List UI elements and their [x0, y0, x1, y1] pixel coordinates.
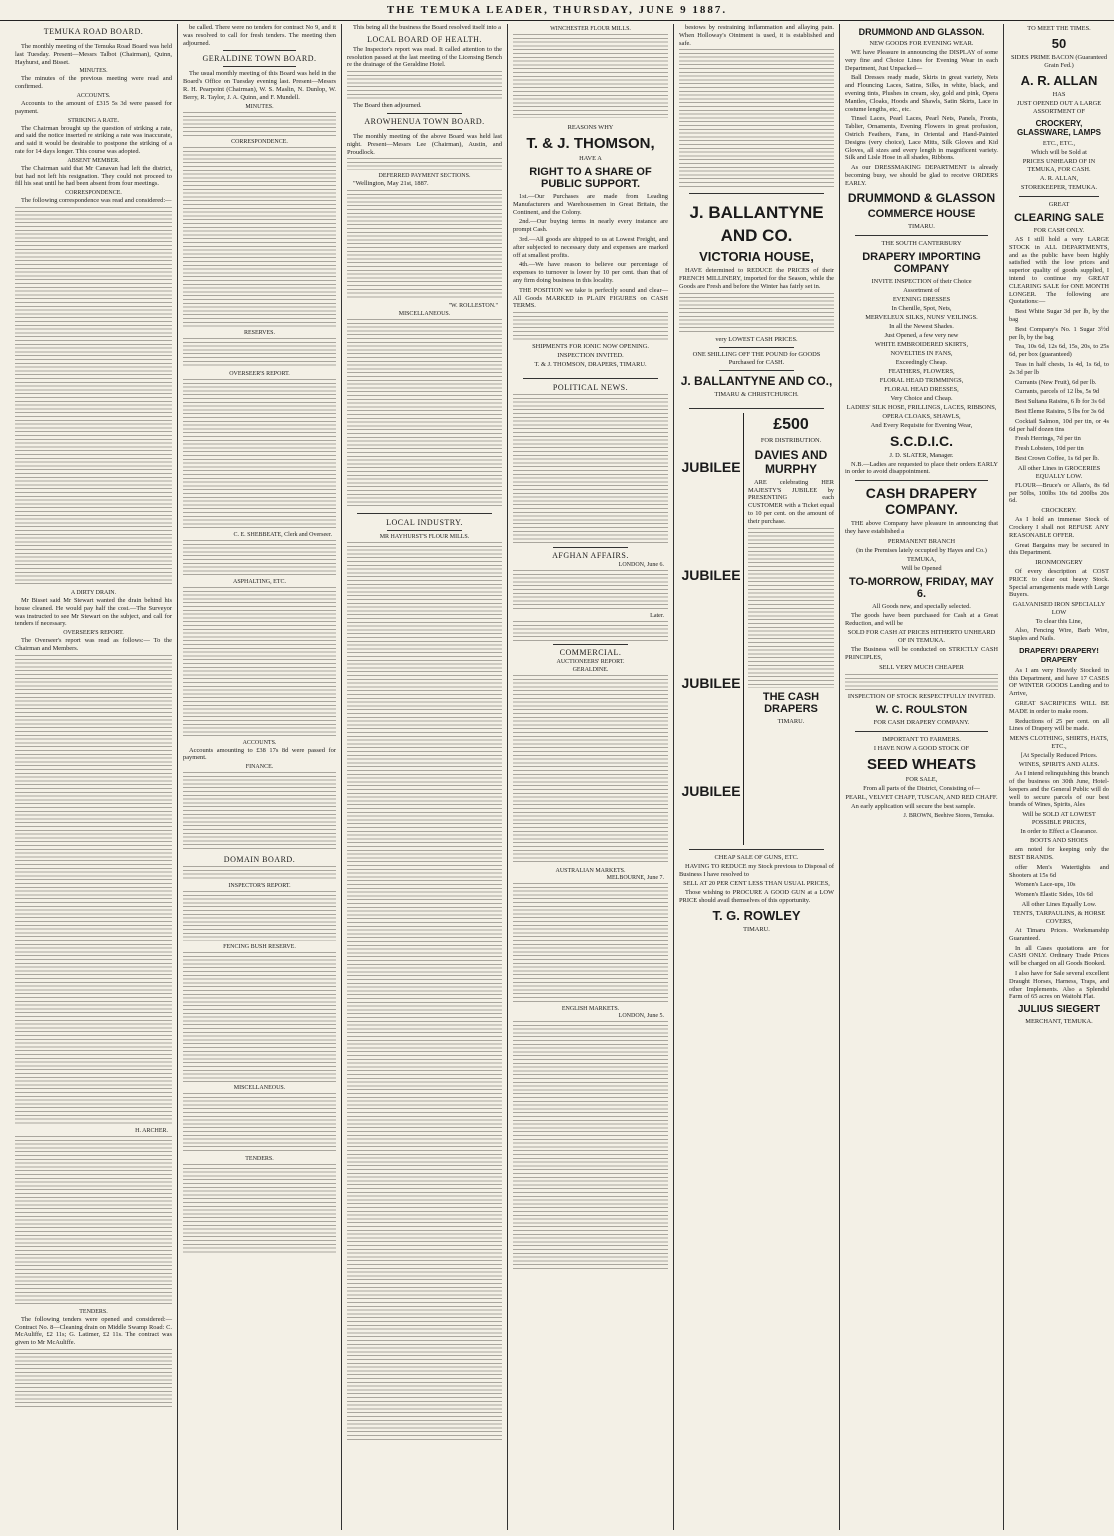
- price-item: Best Sultana Raisins, 6 lb for 3s 6d: [1015, 398, 1105, 406]
- ad-heading: T. & J. THOMSON,: [526, 135, 655, 152]
- ad-text: Will be Opened: [901, 564, 942, 572]
- jubilee-label: JUBILEE: [681, 458, 741, 475]
- paragraph: Accounts to the amount of £315 5s 3d were passed for payment.: [15, 99, 172, 115]
- ad-signature: DRUMMOND & GLASSON: [847, 190, 996, 205]
- price-item: Women's Elastic Sides, 10s 6d: [1015, 891, 1093, 899]
- signature: "W. ROLLESTON.": [448, 303, 498, 310]
- text-block: [513, 34, 668, 118]
- masthead: THE TEMUKA LEADER, THURSDAY, JUNE 9 1887.: [0, 0, 1114, 21]
- ad-heading: 50: [1051, 36, 1067, 51]
- ad-text: SHIPMENTS FOR IONIC NOW OPENING.: [532, 343, 649, 351]
- ad-heading: VICTORIA HOUSE,: [699, 249, 814, 265]
- ad-signature: THE CASH DRAPERS: [762, 690, 820, 715]
- divider: [1019, 196, 1099, 197]
- ad-text: All other Lines Equally Low.: [1021, 901, 1097, 909]
- text-block: [183, 147, 336, 327]
- ad-text: FLORAL HEAD DRESSES,: [884, 385, 959, 393]
- ad-text: Exceedingly Cheap.: [895, 358, 948, 366]
- text-block: [347, 71, 502, 99]
- text-block: [347, 158, 502, 170]
- subheading: GERALDINE.: [572, 667, 609, 674]
- ad-text: ARE celebrating HER MAJESTY'S JUBILEE by PRESENTING each CUSTOMER with a Ticket equal to 10 per cent. on the amount of their purchase.: [748, 478, 834, 525]
- subheading: ASPHALTING, ETC.: [233, 578, 286, 585]
- price-item: Best White Sugar 3d per lb, by the bag: [1009, 308, 1109, 323]
- price-item: Best Crown Coffee, 1s 6d per lb.: [1015, 454, 1100, 462]
- ad-text: As our DRESSMAKING DEPARTMENT is already becoming busy, we should be glad to receive ORDERS EARLY.: [845, 164, 998, 187]
- price-item: Women's Lace-ups, 10s: [1015, 881, 1076, 889]
- price-item: Best Company's No. 1 Sugar 3½d per lb, by the bag: [1009, 325, 1109, 341]
- ad-signature: S.C.D.I.C.: [889, 432, 953, 449]
- divider: [553, 547, 628, 548]
- thomson-advertisement: [513, 121, 668, 374]
- price-item: Currants (New Fruit), 6d per lb.: [1015, 378, 1097, 386]
- ad-text: MERCHANT, TEMUKA.: [1025, 1018, 1093, 1026]
- ad-text: ONE SHILLING OFF THE POUND for GOODS Purchased for CASH.: [692, 350, 821, 366]
- ad-text: TIMARU.: [743, 925, 770, 933]
- ad-heading: WINES, SPIRITS AND ALES.: [1018, 761, 1100, 769]
- article-title: AFGHAN AFFAIRS.: [552, 551, 629, 561]
- divider: [523, 378, 658, 379]
- column-5: [674, 24, 840, 1530]
- ad-text: FLORAL HEAD TRIMMINGS,: [879, 376, 964, 384]
- price-item: Teas in half chests, 1s 4d, 1s 6d, to 2s 3d per lb: [1009, 360, 1109, 376]
- ad-text: FOR CASH ONLY.: [1033, 227, 1085, 234]
- ad-text: MEN'S CLOTHING, SHIRTS, HATS, ETC.,: [1009, 735, 1109, 751]
- ad-text: MERVELEUX SILKS, NUNS' VEILINGS.: [865, 313, 978, 321]
- text-block: [347, 542, 502, 1442]
- ad-text: As I am very Heavily Stocked in this Department, and have 17 CASES OF WINTER GOODS Landing and to Arrive,: [1009, 666, 1109, 698]
- ad-text: am noted for keeping only the BEST BRANDS.: [1009, 846, 1109, 862]
- ad-text: And Every Requisite for Evening Wear,: [870, 421, 973, 429]
- divider: [387, 129, 462, 130]
- paragraph: The monthly meeting of the Temuka Road Board was held last Tuesday. Present—Messrs Talbot (Chairman), Quinn, Hayhurst, and Bisset.: [15, 43, 172, 66]
- ad-text: All Goods new, and specially selected.: [872, 602, 971, 610]
- subheading: DEFERRED PAYMENT SECTIONS.: [378, 173, 471, 180]
- divider: [855, 480, 988, 481]
- ad-text: NEW GOODS FOR EVENING WEAR.: [869, 40, 974, 47]
- divider: [689, 408, 824, 409]
- text-block: [679, 49, 834, 189]
- subheading: MISCELLANEOUS.: [233, 1085, 286, 1092]
- subheading: FENCING BUSH RESERVE.: [223, 944, 296, 951]
- text-block: [513, 394, 668, 544]
- davies-murphy-body: [744, 413, 834, 845]
- column-7: [1004, 24, 1114, 1530]
- text-block: [15, 1349, 172, 1409]
- subheading: OVERSEER'S REPORT.: [229, 370, 290, 377]
- signature: H. ARCHER.: [135, 1127, 168, 1134]
- paragraph: The monthly meeting of the above Board was held last night. Present—Messrs Lee (Chairman), Austin, and Proudlock.: [347, 132, 502, 156]
- paragraph: bestows by restraining inflammation and allaying pain. When Holloway's Ointment is used, it is established and safe.: [679, 24, 834, 47]
- ad-heading: RIGHT TO A SHARE OF PUBLIC SUPPORT.: [529, 166, 652, 190]
- divider: [719, 370, 794, 371]
- ad-text: Just Opened, a few very new: [884, 331, 959, 339]
- text-block: [513, 1021, 668, 1271]
- ad-text: TIMARU.: [777, 717, 805, 725]
- article-title: LOCAL INDUSTRY.: [386, 518, 463, 528]
- subheading: ABSENT MEMBER.: [67, 157, 120, 164]
- ad-text: FOR CASH DRAPERY COMPANY.: [873, 718, 970, 726]
- article-title: AROWHENUA TOWN BOARD.: [364, 116, 485, 126]
- subheading: TENDERS.: [245, 1156, 274, 1163]
- ad-text: All other Lines in GROCERIES EQUALLY LOW.: [1017, 464, 1101, 480]
- ad-text: GALVANISED IRON SPECIALLY LOW: [1012, 601, 1106, 617]
- ad-text: SOLD FOR CASH AT PRICES HITHERTO UNHEARD OF IN TEMUKA.: [847, 629, 996, 645]
- ad-signature: W. C. ROULSTON: [875, 703, 968, 716]
- davies-murphy-advertisement: [679, 413, 834, 845]
- ad-signature: J. BROWN, Beehive Stores, Temuka.: [903, 812, 994, 819]
- ad-text: FEATHERS, FLOWERS,: [888, 367, 955, 375]
- divider: [387, 113, 462, 114]
- text-block: [513, 621, 668, 641]
- text-block: [183, 891, 336, 941]
- ad-heading: TO-MORROW, FRIDAY, MAY 6.: [848, 575, 995, 600]
- ad-text: HAS: [1052, 91, 1066, 98]
- text-block: [183, 379, 336, 529]
- text-block: [845, 674, 998, 690]
- ad-text: AS I still hold a very LARGE STOCK in ALL DEPARTMENTS, and as the public have been highly satisfied with the low prices and superior quality of goods supplied, I intend to continue my GREAT CLEARING SALE for ONE MONTH LONGER. The following are Quotations:—: [1009, 236, 1109, 306]
- text-block: [513, 570, 668, 610]
- ad-text: The Business will be conducted on STRICTLY CASH PRINCIPLES,: [845, 646, 998, 662]
- subheading: MINUTES.: [245, 103, 274, 110]
- dateline: LONDON, June 6.: [618, 562, 664, 569]
- ad-heading: AND CO.: [720, 226, 793, 246]
- ad-text: FOR SALE,: [905, 775, 938, 783]
- ad-signature: J. BALLANTYNE AND CO.,: [680, 373, 833, 388]
- paragraph: Accounts amounting to £38 17s 8d were passed for payment.: [183, 746, 336, 762]
- ad-text: TEMUKA,: [907, 555, 936, 563]
- ad-text: INSPECTION INVITED.: [557, 352, 624, 360]
- ad-text: GREAT SACRIFICES WILL BE MADE in order to make room.: [1009, 700, 1109, 715]
- column-6: [840, 24, 1004, 1530]
- text-block: [183, 952, 336, 1082]
- dateline: Later.: [650, 613, 664, 620]
- ad-text: TIMARU & CHRISTCHURCH.: [714, 390, 799, 398]
- paragraph: "Wellington, May 21st, 1887.: [353, 180, 429, 188]
- article-title: GERALDINE TOWN BOARD.: [202, 54, 317, 64]
- ad-text: In all the Newest Shades.: [889, 322, 954, 330]
- price-item: Currants, parcels of 12 lbs, 5s 9d: [1015, 388, 1100, 396]
- ad-text: INVITE INSPECTION of their Choice: [871, 277, 972, 285]
- ad-text: SIDES PRIME BACON (Guaranteed Grain Fed.): [1010, 54, 1108, 69]
- paragraph: The minutes of the previous meeting were read and confirmed.: [15, 75, 172, 91]
- ad-text: HAVING TO REDUCE my Stock previous to Disposal of Business I have resolved to: [679, 862, 834, 878]
- ad-text: (in the Premises lately occupied by Hayes and Co.): [856, 546, 987, 554]
- ad-text: HAVE A: [579, 155, 602, 162]
- ad-text: Ball Dresses ready made, Skirts in great variety, Nets and Flouncing Laces, Satins, Silks, in white, black, and evening tints, Plushes in cream, sky, gold and pink, Opera Mantles, Cloaks, Hoods and Shawls, Satin Skirts, Lace in costume lengths, etc., etc.: [845, 74, 998, 113]
- subheading: CORRESPONDENCE.: [65, 190, 122, 197]
- ad-text: 4th.—We have reason to believe our percentage of expenses to turnover is lower by 10 per cent. than that of any firm doing business in this locality.: [513, 261, 668, 284]
- text-block: [15, 207, 172, 587]
- ad-text: Of every description at COST PRICE to clear out heavy Stock. Special arrangements made with Large Buyers.: [1009, 568, 1109, 599]
- divider: [387, 530, 462, 531]
- paragraph: The Inspector's report was read. It called attention to the resolution passed at the last meeting of the Licensing Bench re the drainage of the Geraldine Hotel.: [347, 45, 502, 69]
- subheading: AUSTRALIAN MARKETS.: [555, 868, 626, 875]
- price-item: Cocktail Salmon, 10d per tin, or 4s 6d per half dozen tins: [1009, 417, 1109, 433]
- price-item: Tea, 10s 6d, 12s 6d, 15s, 20s, to 25s 6d, per box (guaranteed): [1009, 343, 1109, 359]
- paragraph: Mr Bisset said Mr Stewart wanted the drain behind his house cleaned. He would pay half the cost.—The Surveyor was instructed to see Mr Stewart on the subject, and call for tenders if necessary.: [15, 596, 172, 628]
- ad-signature: COMMERCE HOUSE: [867, 207, 976, 220]
- ad-text: In Chenille, Spot, Nets,: [891, 304, 952, 312]
- ad-signature: A. R. ALLAN,: [1039, 175, 1079, 182]
- subheading: ACCOUNTS.: [76, 92, 111, 99]
- jubilee-label: JUBILEE: [681, 566, 741, 583]
- ad-text: As I hold an immense Stock of Crockery I shall not REFUSE ANY REASONABLE OFFER.: [1009, 516, 1109, 539]
- column-4: [508, 24, 674, 1530]
- ad-text: PERMANENT BRANCH: [887, 537, 956, 545]
- subheading: MINUTES.: [79, 68, 108, 75]
- subheading: WINCHESTER FLOUR MILLS.: [550, 26, 631, 32]
- article-title: DOMAIN BOARD.: [223, 855, 296, 865]
- ad-text: Assortment of: [903, 286, 940, 294]
- price-item: Fresh Herrings, 7d per tin: [1015, 435, 1081, 443]
- divider: [719, 347, 794, 348]
- ad-text: EVENING DRESSES: [892, 295, 951, 303]
- ad-text: FLOUR—Bruce's or Allan's, 8s 6d per 50lbs, 100lbs 10s 6d 200lbs 20s 6d.: [1009, 481, 1109, 505]
- ad-text: FOR DISTRIBUTION.: [760, 436, 822, 444]
- ad-text: LADIES' SILK HOSE, FRILLINGS, LACES, RIBBONS,: [846, 403, 997, 411]
- text-block: [183, 338, 336, 368]
- article-title: LOCAL BOARD OF HEALTH.: [367, 34, 482, 44]
- ad-text: Very Choice and Cheap.: [890, 394, 953, 402]
- ad-text: REASONS WHY: [567, 124, 614, 131]
- text-block: [347, 319, 502, 509]
- subheading: TENDERS.: [79, 1308, 108, 1315]
- text-block: [183, 540, 336, 576]
- text-block: [513, 312, 668, 340]
- text-block: [183, 772, 336, 852]
- ad-heading: SEED WHEATS: [867, 755, 976, 773]
- ad-text: SELL VERY MUCH CHEAPER: [879, 663, 964, 671]
- ad-text: GREAT: [1048, 201, 1070, 208]
- divider: [855, 235, 988, 236]
- subheading: RESERVES.: [243, 329, 276, 336]
- text-block: [183, 1164, 336, 1254]
- ad-text: As I intend relinquishing this branch of the business on 30th June, Hotel-keepers and the General Public will do well to secure parcels of our best brands of Wines, Spirits, Ales: [1009, 770, 1109, 809]
- ad-text: 2nd.—Our buying terms in nearly every instance are prompt Cash.: [513, 218, 668, 234]
- subheading: CORRESPONDENCE.: [231, 138, 288, 145]
- price-item: Fresh Lobsters, 10d per tin: [1015, 445, 1084, 453]
- ad-signature: JULIUS SIEGERT: [1017, 1004, 1101, 1016]
- text-block: [183, 112, 336, 136]
- ad-text: In order to Effect a Clearance.: [1020, 828, 1098, 836]
- text-block: [513, 883, 668, 1003]
- ad-text: OPERA CLOAKS, SHAWLS,: [882, 412, 961, 420]
- prize-amount: £500: [773, 415, 809, 433]
- column-2: [178, 24, 342, 1530]
- ad-text: JUST OPENED OUT A LARGE ASSORTMENT OF: [1016, 100, 1102, 115]
- subheading: STRIKING A RATE.: [67, 117, 120, 124]
- ad-text: Tinsel Laces, Pearl Laces, Pearl Nets, Panels, Fronts, Tablier, Ornaments, Evening Flowers in great profusion, Ostrich Feathers, Fans, in Oriental and Hand-Painted Designs (very choice), Lace Mitts, Silk Gloves and Kid Gloves, all sizes and every length in magnificent variety. Silk and Lisle Hose in all shades, Ribbons.: [845, 115, 998, 162]
- paragraph: be called. There were no tenders for contract No 9, and it was resolved to call for fresh tenders. The meeting then adjourned.: [183, 24, 336, 47]
- ad-text: Also, Fencing Wire, Barb Wire, Staples and Nails.: [1009, 627, 1109, 643]
- ad-text: THE SOUTH CANTERBURY: [881, 239, 962, 247]
- subheading: AUCTIONEERS' REPORT.: [556, 659, 625, 666]
- ad-heading: DRAPERY! DRAPERY! DRAPERY: [1019, 645, 1099, 664]
- divider: [223, 50, 296, 51]
- ad-heading: BOOTS AND SHOES: [1030, 837, 1088, 845]
- ad-text: very LOWEST CASH PRICES.: [715, 335, 798, 343]
- text-block: [748, 528, 834, 688]
- ad-text: The goods have been purchased for Cash at a Great Reduction, and will be: [845, 611, 998, 627]
- ad-text: ETC., ETC.,: [1042, 140, 1076, 147]
- jubilee-label: JUBILEE: [681, 782, 741, 799]
- ad-text: Reductions of 25 per cent. on all Lines of Drapery will be made.: [1009, 717, 1109, 733]
- ad-text: [At Specially Reduced Prices.: [1020, 752, 1098, 760]
- paragraph: The Chairman said that Mr Canavan had left the district, but had not left his resignation. They could not proceed to fill his seat until he had been absent from four meetings.: [15, 164, 172, 188]
- ad-text: N.B.—Ladies are requested to place their orders EARLY in order to avoid disappointment.: [845, 460, 998, 476]
- ad-heading: TENTS, TARPAULINS, & HORSE COVERS,: [1012, 910, 1106, 926]
- text-block: [183, 587, 336, 737]
- signature: C. E. SHEBBEATE, Clerk and Overseer.: [233, 531, 332, 538]
- paragraph: The following correspondence was read and considered:—: [21, 197, 172, 205]
- ad-text: Those wishing to PROCURE A GOOD GUN at a LOW PRICE should avail themselves of this opportunity.: [679, 889, 834, 905]
- ad-signature: T. & J. THOMSON, DRAPERS, TIMARU.: [534, 361, 647, 369]
- ad-text: HAVE determined to REDUCE the PRICES of their FRENCH MILLINERY, imported for the Season, while the Goods are Fresh and before the Winter has fairly set in.: [679, 267, 834, 290]
- subheading: MR HAYHURST'S FLOUR MILLS.: [379, 534, 470, 541]
- subheading: FINANCE.: [245, 764, 274, 771]
- subheading: A DIRTY DRAIN.: [70, 589, 117, 596]
- ad-text: TIMARU.: [908, 222, 935, 230]
- subheading: OVERSEER'S REPORT.: [63, 630, 124, 637]
- text-block: [183, 1093, 336, 1153]
- paragraph: This being all the business the Board resolved itself into a: [353, 24, 502, 31]
- ad-text: WHITE EMBROIDERED SKIRTS,: [874, 340, 969, 348]
- ad-text: NOVELTIES IN FANS,: [890, 349, 953, 357]
- ad-heading: DAVIES AND MURPHY: [754, 447, 828, 476]
- ad-heading: CROCKERY.: [1041, 507, 1077, 515]
- dateline: MELBOURNE, June 7.: [606, 875, 664, 882]
- article-title: TEMUKA ROAD BOARD.: [43, 27, 144, 36]
- ad-text: 1st.—Our Purchases are made from Leading Manufacturers and Warehousemen in Great Britain, the Continent, and the Colony.: [513, 193, 668, 216]
- paragraph: The Board then adjourned.: [353, 102, 422, 110]
- ad-heading: A. R. ALLAN: [1020, 73, 1098, 88]
- ballantyne-advertisement: [679, 198, 834, 403]
- dateline: LONDON, June 5.: [618, 1013, 664, 1020]
- ad-text: 3rd.—All goods are shipped to us at Lowest Freight, and after subjected to necessary duty and expenses are marked off at smallest profits.: [513, 235, 668, 259]
- jubilee-label: JUBILEE: [681, 674, 741, 691]
- divider: [855, 731, 988, 732]
- ad-text: I also have for Sale several excellent Draught Horses, Harness, Traps, and other Implements. Also a Splendid Farm of 65 acres on Waitohi Flat.: [1009, 970, 1109, 1001]
- paragraph: The usual monthly meeting of this Board was held in the Board's Office on Tuesday evening last. Present—Messrs R. H. Pearpoint (Chairman), W. S. Maslin, N. Dunlop, W. Berry, R. Taylor, J. A. Quinn, and F. Mundell.: [183, 70, 336, 101]
- ad-text: THE POSITION we take is perfectly sound and clear—All Goods MARKED in PLAIN FIGURES on CASH TERMS.: [513, 286, 668, 310]
- subheading: ACCOUNTS.: [242, 739, 277, 746]
- column-3: [342, 24, 508, 1530]
- text-block: [513, 675, 668, 865]
- subheading: INSPECTOR'S REPORT.: [228, 883, 291, 890]
- article-title: POLITICAL NEWS.: [552, 383, 629, 393]
- price-item: Best Eleme Raisins, 5 lbs for 3s 6d: [1015, 407, 1105, 415]
- divider: [357, 513, 492, 514]
- ad-heading: CASH DRAPERY COMPANY.: [865, 485, 978, 518]
- ad-text: PRICES UNHEARD OF IN TEMUKA, FOR CASH.: [1022, 158, 1096, 173]
- ad-text: I HAVE NOW A GOOD STOCK OF: [873, 744, 970, 752]
- text-block: [183, 866, 336, 880]
- ad-heading: IRONMONGERY: [1035, 559, 1083, 567]
- divider: [553, 644, 628, 645]
- article-title: COMMERCIAL.: [559, 648, 622, 658]
- ad-text: SELL AT 20 PER CENT LESS THAN USUAL PRICES,: [683, 880, 830, 888]
- jubilee-banner: [679, 413, 744, 845]
- ad-heading: CLEARING SALE: [1014, 212, 1104, 224]
- ad-text: THE above Company have pleasure in announcing that they have established a: [845, 520, 998, 535]
- ad-text: In all Cases quotations are for CASH ONLY. Ordinary Trade Prices will be charged on all Goods Booked.: [1009, 944, 1109, 968]
- ad-text: PEARL, VELVET CHAFF, TUSCAN, AND RED CHAFF.: [845, 793, 998, 801]
- ad-text: Great Bargains may be secured in this Department.: [1009, 541, 1109, 557]
- ad-heading: J. BALLANTYNE: [689, 203, 824, 223]
- divider: [223, 66, 296, 67]
- ad-heading: CHEAP SALE OF GUNS, ETC.: [714, 853, 799, 861]
- ad-text: At Timaru Prices. Workmanship Guaranteed.: [1009, 927, 1109, 942]
- divider: [55, 39, 132, 40]
- ad-heading: DRUMMOND AND GLASSON.: [858, 27, 985, 37]
- subheading: ENGLISH MARKETS.: [561, 1006, 620, 1013]
- column-1: [10, 24, 178, 1530]
- paragraph: The following tenders were opened and considered:— Contract No. 8—Cleaning drain on Middle Swamp Road: C. McAuliffe, £2 11s; G. Latimer, £2 11s. The contract was given to Mr McAuliffe.: [15, 1315, 172, 1347]
- paragraph: The Chairman brought up the question of striking a rate, and said the notice inserted re striking a rate was inaccurate, and said it would be desirable to postpone the striking of a rate for 14 days longer. This course was adopted.: [15, 124, 172, 155]
- divider: [689, 193, 824, 194]
- ad-text: TO MEET THE TIMES.: [1027, 25, 1091, 32]
- ad-text: An early application will secure the best sample.: [851, 802, 976, 810]
- ad-text: From all parts of the District, Consisting of—: [863, 784, 980, 792]
- ad-text: INSPECTION OF STOCK RESPECTFULLY INVITED.: [847, 692, 996, 700]
- ad-heading: DRAPERY IMPORTING COMPANY: [862, 250, 981, 275]
- ad-text: To clear this Line,: [1035, 618, 1083, 626]
- ad-text: J. D. SLATER, Manager.: [889, 451, 954, 459]
- ad-signature: T. G. ROWLEY: [712, 907, 801, 923]
- ad-text: WE have Pleasure in announcing the DISPLAY of some very fine and Choice Lines for Evening Wear in each Department, Just Unpacked—: [845, 49, 998, 72]
- ad-heading: IMPORTANT TO FARMERS.: [882, 735, 961, 743]
- ad-heading: CROCKERY, GLASSWARE, LAMPS: [1016, 119, 1101, 137]
- divider: [689, 849, 824, 850]
- paragraph: The Overseer's report was read as follows:— To the Chairman and Members.: [15, 637, 172, 652]
- text-block: [347, 190, 502, 300]
- text-block: [15, 1136, 172, 1306]
- text-block: [15, 655, 172, 1125]
- subheading: MISCELLANEOUS.: [398, 311, 451, 318]
- price-item: offer Men's Watertights and Shooters at 15s 6d: [1009, 863, 1109, 879]
- ad-text: Will be SOLD AT LOWEST POSSIBLE PRICES,: [1022, 811, 1096, 827]
- ad-text: Which will be Sold at: [1031, 149, 1087, 156]
- ad-text: STOREKEEPER, TEMUKA.: [1020, 184, 1098, 191]
- text-block: [679, 293, 834, 333]
